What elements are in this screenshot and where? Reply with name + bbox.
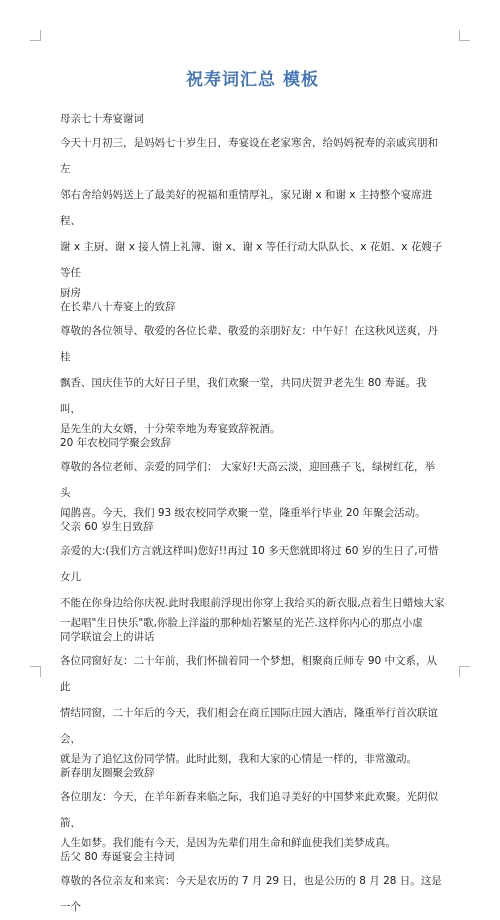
paragraph-line: 一起唱"生日快乐"歌,你脸上洋溢的那种灿若繁星的光芒.这样你内心的那点小虚 — [60, 617, 423, 629]
paragraph-line: 各位朋友：今天，在羊年新春来临之际，我们追寻美好的中国梦来此欢聚。光阴似箭， — [60, 791, 438, 829]
document-title: 祝寿词汇总 模板 — [186, 70, 319, 90]
paragraph-line: 尊敬的各位亲友和来宾：今天是农历的 7 月 29 日，也是公历的 8 月 28 日。这是一个 — [60, 875, 442, 913]
paragraph-line: 尊敬的各位老师、亲爱的同学们： 大家好!天高云淡，迎回燕子飞，绿树红花，举头 — [60, 461, 436, 499]
section-father-60 — [60, 520, 445, 630]
section-new-year-gathering — [60, 766, 445, 850]
paragraph-line: 就是为了追忆这份同学情。此时此刻，我和大家的心情是一样的，非常激动。 — [60, 753, 417, 765]
paragraph-line: 今天十月初三，是妈妈七十岁生日，寿宴设在老家寒舍，给妈妈祝寿的亲戚宾朋和左 — [60, 137, 438, 175]
section-heading: 新春朋友圈聚会致辞 — [60, 767, 155, 779]
section-heading: 20 年农校同学聚会致辞 — [60, 437, 172, 449]
crop-mark-top-right — [459, 30, 470, 41]
paragraph-line: 情结同窗，二十年后的今天，我们相会在商丘国际庄园大酒店，隆重举行首次联谊会， — [60, 707, 438, 745]
paragraph-line: 飘香、国庆佳节的大好日子里，我们欢聚一堂，共同庆贺尹老先生 80 寿诞。我叫， — [60, 377, 427, 415]
crop-mark-top-left — [30, 30, 41, 41]
paragraph-line: 不能在你身边给你庆祝.此时我眼前浮现出你穿上我给买的新衣服,点着生日蜡烛大家 — [60, 597, 445, 609]
section-father-in-law-80 — [60, 850, 445, 920]
section-alumni-meeting — [60, 630, 445, 766]
paragraph-line: 是先生的大女婿，十分荣幸地为寿宴致辞祝酒。 — [60, 423, 281, 435]
section-heading: 岳父 80 寿诞宴会主持词 — [60, 851, 175, 863]
section-heading: 父亲 60 岁生日致辞 — [60, 521, 154, 533]
paragraph-line: 厨房 — [60, 287, 81, 299]
section-mother-70 — [60, 112, 445, 300]
section-elder-80 — [60, 300, 445, 436]
section-heading: 同学联谊会上的讲话 — [60, 631, 155, 643]
section-heading: 母亲七十寿宴谢词 — [60, 113, 144, 125]
paragraph-line: 谢 x 主厨、谢 x 接人情上礼簿、谢 x、谢 x 等任行动大队队长、x 花姐、x 花嫂子等任 — [60, 241, 443, 279]
paragraph-line: 各位同窗好友：二十年前，我们怀揣着同一个梦想，相聚商丘师专 90 中文系，从此 — [60, 655, 438, 693]
crop-mark-bottom-left — [30, 666, 41, 677]
paragraph-line: 亲爱的大:(我们方言就这样叫)您好!!再过 10 多天您就即将过 60 岁的生日了,可惜女儿 — [60, 545, 439, 583]
paragraph-line: 人生如梦。我们能有今天，是因为先辈们用生命和鲜血使我们美梦成真。 — [60, 837, 396, 849]
paragraph-line: 邻右舍给妈妈送上了最美好的祝福和重情厚礼，家兄谢 x 和谢 x 主持整个宴席进程、 — [60, 189, 433, 227]
section-classmates-20 — [60, 436, 445, 520]
paragraph-line: 尊敬的各位领导、敬爱的各位长辈、敬爱的亲朋好友：中午好！在这秋风送爽，丹桂 — [60, 325, 438, 363]
crop-mark-bottom-right — [459, 666, 470, 677]
document-page — [60, 60, 445, 920]
section-heading: 在长辈八十寿宴上的致辞 — [60, 301, 176, 313]
paragraph-line: 闻鹊喜。今天，我们 93 级农校同学欢聚一堂，隆重举行毕业 20 年聚会活动。 — [60, 507, 426, 519]
